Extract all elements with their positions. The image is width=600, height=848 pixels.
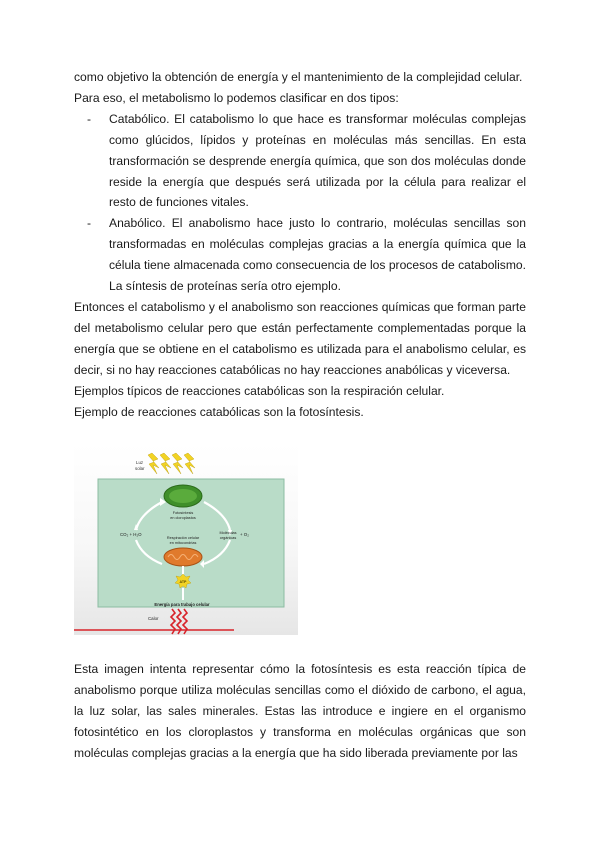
moleculas-label: Moléculas [219, 531, 237, 535]
paragraph: Esta imagen intenta representar cómo la fotosíntesis es esta reacción típica de anabolismo porque utiliza moléculas sencillas como el dióxido de carbono, el agua, la luz solar, las sales minerales. Estas las introduce e ingiere en el organismo fotosintético en los cloroplastos y transforma en moléculas orgánicas que son moléculas complejas gracias a la energía que ha sido liberada previamente por las [74, 662, 526, 760]
bullet-list [74, 109, 526, 297]
atp-label: ATP [179, 580, 187, 584]
paragraph: Ejemplo de reacciones catabólicas son la fotosíntesis. [74, 404, 364, 419]
luz-solar-label: solar [135, 466, 145, 471]
list-item-text: Anabólico. El anabolismo hace justo lo contrario, moléculas sencillas son transformadas en moléculas complejas gracias a la energía química que la célula tiene almacenada como consecuencia de los procesos de catabolismo. La síntesis de proteínas sería otro ejemplo. [109, 216, 526, 294]
text-block-top [74, 67, 526, 422]
ecosystem-figure [74, 444, 298, 635]
calor-label: Calor [148, 616, 159, 621]
o2-label: + O₂ [240, 532, 249, 537]
text-block-bottom [74, 659, 526, 764]
energia-label: Energía para trabajo celular [154, 602, 210, 607]
moleculas-label: orgánicas [219, 536, 237, 540]
respiracion-label: en mitocondrias [169, 541, 197, 545]
chloroplast-inner-icon [169, 489, 197, 503]
sunlight-icon [148, 453, 195, 474]
list-marker: - [87, 111, 92, 126]
list-marker: - [87, 216, 92, 231]
mitochondrion-icon [164, 548, 202, 566]
fotosintesis-label: Fotosíntesis [172, 511, 194, 515]
paragraph: como objetivo la obtención de energía y el mantenimiento de la complejidad celular. [74, 70, 523, 84]
co2-h2o-label: CO₂ + H₂O [120, 532, 142, 537]
paragraph: Ejemplos típicos de reacciones catabólicas son la respiración celular. [74, 383, 445, 398]
luz-solar-label: Luz [136, 460, 144, 465]
list-item-text: Catabólico. El catabolismo lo que hace es transformar moléculas complejas como glúcidos, lípidos y proteínas en moléculas más sencillas. En esta transformación se desprende energía química, que son dos moléculas donde reside la energía que después será utilizada por la célula para realizar el resto de funciones vitales. [109, 111, 526, 210]
paragraph: Para eso, el metabolismo lo podemos clasificar en dos tipos: [74, 90, 399, 105]
paragraph: Entonces el catabolismo y el anabolismo son reacciones químicas que forman parte del metabolismo celular pero que están perfectamente complementadas porque la energía que se obtiene en el catabolismo es utilizada para el anabolismo celular, es decir, si no hay reacciones catabólicas no hay reacciones anabólicas y viceversa. [74, 299, 526, 377]
list-item [74, 213, 526, 297]
fotosintesis-label: en cloroplastos [170, 516, 196, 520]
respiracion-label: Respiración celular [166, 536, 200, 540]
ecosystem-diagram [74, 444, 298, 635]
list-item [74, 109, 526, 214]
